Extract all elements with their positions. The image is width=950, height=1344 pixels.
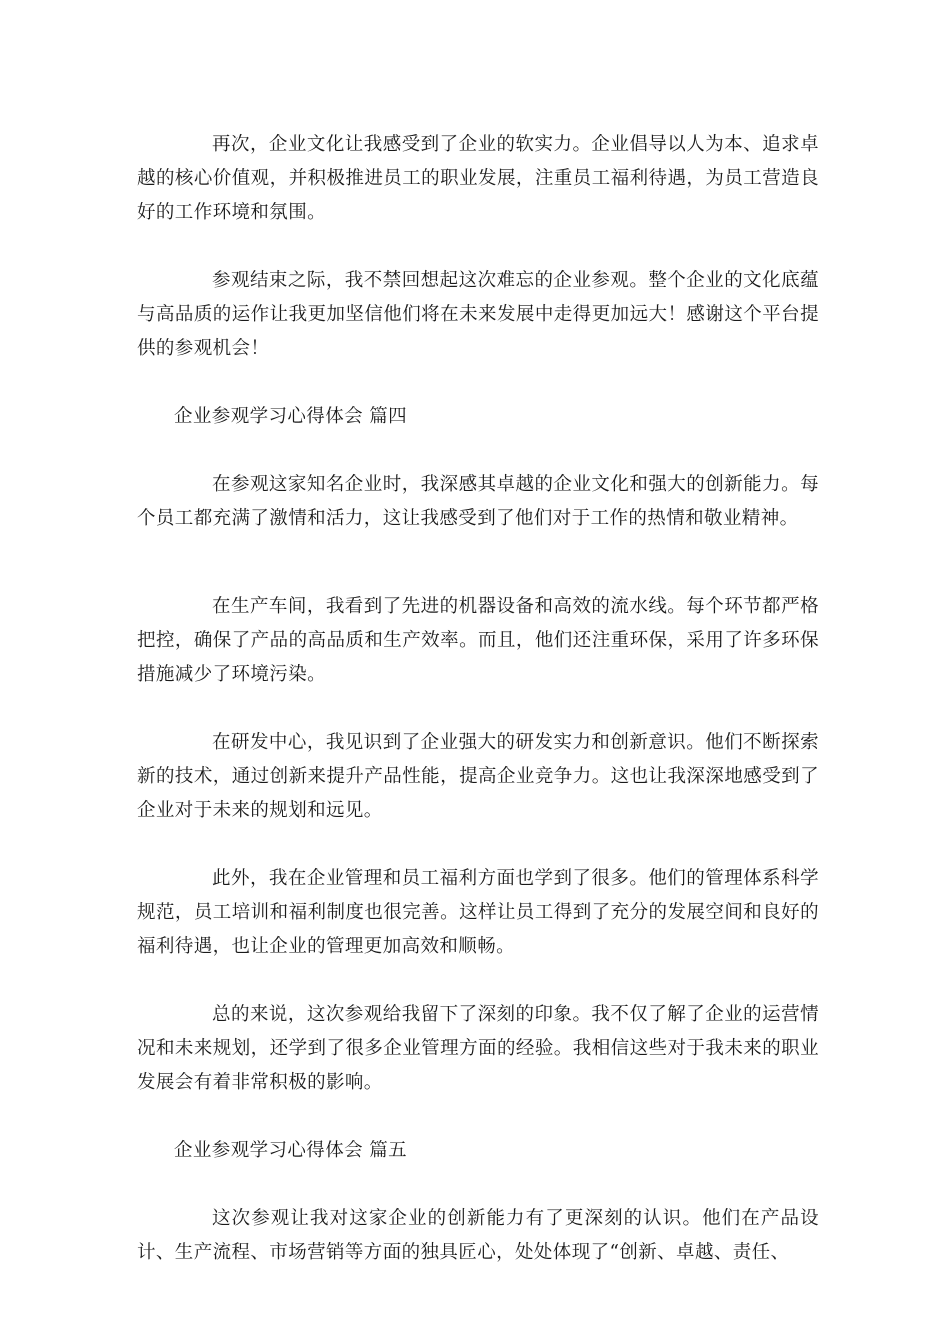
paragraph-production: 在生产车间，我看到了先进的机器设备和高效的流水线。每个环节都严格把控，确保了产品的高品质和生产效率。而且，他们还注重环保，采用了许多环保措施减少了环境污染。 <box>137 596 819 685</box>
paragraph-culture: 再次，企业文化让我感受到了企业的软实力。企业倡导以人为本、追求卓越的核心价值观，并积极推进员工的职业发展，注重员工福利待遇，为员工营造良好的工作环境和氛围。 <box>137 134 819 223</box>
document-page <box>137 128 819 1270</box>
paragraph-visit-innovation: 这次参观让我对这家企业的创新能力有了更深刻的认识。他们在产品设计、生产流程、市场营销等方面的独具匠心，处处体现了“创新、卓越、责任、 <box>137 1208 819 1263</box>
paragraph-innovation: 在参观这家知名企业时，我深感其卓越的企业文化和强大的创新能力。每个员工都充满了激情和活力，这让我感受到了他们对于工作的热情和敬业精神。 <box>137 474 819 529</box>
paragraph-rnd: 在研发中心，我见识到了企业强大的研发实力和创新意识。他们不断探索新的技术，通过创新来提升产品性能，提高企业竞争力。这也让我深深地感受到了企业对于未来的规划和远见。 <box>137 732 819 821</box>
paragraph-management: 此外，我在企业管理和员工福利方面也学到了很多。他们的管理体系科学规范，员工培训和福利制度也很完善。这样让员工得到了充分的发展空间和良好的福利待遇，也让企业的管理更加高效和顺畅。 <box>137 868 819 957</box>
section-heading-5: 企业参观学习心得体会 篇五 <box>174 1140 408 1161</box>
paragraph-conclusion: 参观结束之际，我不禁回想起这次难忘的企业参观。整个企业的文化底蕴与高品质的运作让我更加坚信他们将在未来发展中走得更加远大！感谢这个平台提供的参观机会！ <box>137 270 819 359</box>
section-heading-4: 企业参观学习心得体会 篇四 <box>174 406 408 427</box>
paragraph-summary: 总的来说，这次参观给我留下了深刻的印象。我不仅了解了企业的运营情况和未来规划，还学到了很多企业管理方面的经验。我相信这些对于我未来的职业发展会有着非常积极的影响。 <box>137 1004 819 1093</box>
